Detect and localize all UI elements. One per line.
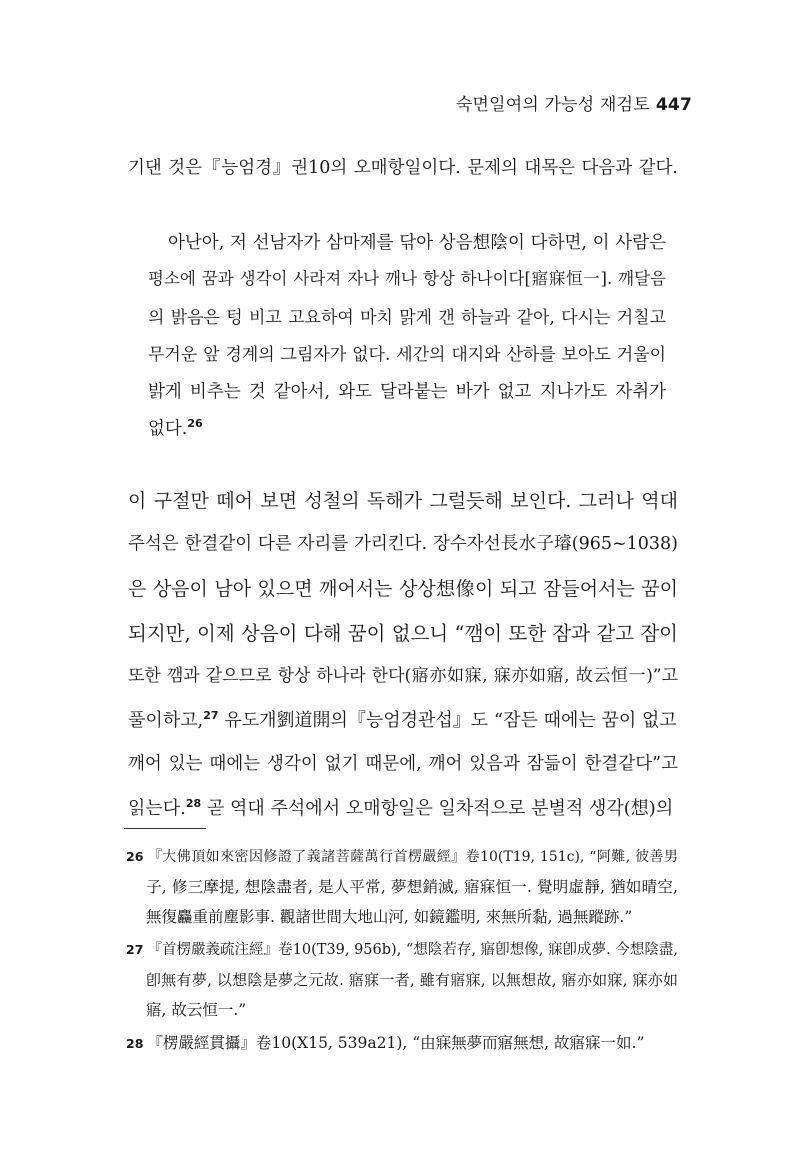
footnote-number: 28 (126, 1036, 144, 1051)
quote-last-line (148, 417, 666, 439)
quote-line: 아난아, 저 선남자가 삼마제를 닦아 상음想陰이 다하면, 이 사람은 (168, 233, 666, 253)
quote-line: 의 밝음은 텅 비고 고요하여 마치 맑게 갠 하늘과 같아, 다시는 거칠고 (148, 308, 666, 328)
footnote-27 (126, 943, 678, 958)
footnote-text: 卽無有夢, 以想陰是夢之元故. 寤寐一者, 雖有寤寐, 以無想故, 寤亦如寐, 寐亦如 (146, 971, 678, 989)
body-line: 주석은 한결같이 다른 자리를 가리킨다. 장수자선長水子璿(965~1038) (128, 534, 678, 554)
body-line: 이 구절만 떼어 보면 성철의 독해가 그럴듯해 보인다. 그러나 역대 (128, 490, 678, 512)
quote-line: 평소에 꿈과 생각이 사라져 자나 깨나 항상 하나이다[寤寐恒一]. 깨달음 (148, 269, 666, 288)
quote-line: 무거운 앞 경계의 그림자가 없다. 세간의 대지와 산하를 보아도 거울이 (148, 345, 666, 365)
footnote-text: 無復麤重前塵影事. 觀諸世間大地山河, 如鏡鑑明, 來無所黏, 過無蹤跡.” (146, 908, 633, 926)
footnote-26 (126, 850, 678, 864)
body-text: 유도개劉道開의『능엄경관섭』도 “잠든 때에는 꿈이 없고 (218, 710, 677, 731)
body-text: 곧 역대 주석에서 오매항일은 일차적으로 분별적 생각(想)의 (201, 798, 674, 819)
running-header (456, 90, 692, 115)
body-line-with-ref (128, 709, 678, 731)
body-line-with-ref (128, 797, 678, 819)
footnote-text: 『首楞嚴義疏注經』卷10(T39, 956b), “想陰若存, 寤卽想像, 寐卽成夢. 今想陰盡, (147, 942, 678, 958)
footnote-ref-26[interactable]: 26 (187, 417, 203, 431)
intro-line: 기댄 것은『능엄경』권10의 오매항일이다. 문제의 대목은 다음과 같다. (128, 158, 678, 178)
footnote-number: 26 (126, 849, 144, 864)
body-line: 은 상음이 남아 있으면 깨어서는 상상想像이 되고 잠들어서는 꿈이 (128, 578, 678, 600)
footnote-text: 子, 修三摩提, 想陰盡者, 是人平常, 夢想銷滅, 寤寐恒一. 覺明虛靜, 猶如晴空, (146, 878, 678, 896)
body-line: 깨어 있는 때에는 생각이 없기 때문에, 깨어 있음과 잠듦이 한결같다”고 (128, 754, 678, 774)
footnote-text: 寤, 故云恒一.” (146, 1001, 247, 1019)
footnote-divider (124, 828, 206, 829)
footnote-text: 『大佛頂如來密因修證了義諸菩薩萬行首楞嚴經』卷10(T19, 151c), “阿難, 彼善男 (147, 849, 678, 865)
footnote-28 (126, 1036, 678, 1052)
body-line: 또한 깸과 같으므로 항상 하나라 한다(寤亦如寐, 寐亦如寤, 故云恒一)”고 (128, 666, 678, 686)
body-text: 풀이하고, (128, 710, 204, 731)
body-text: 읽는다. (128, 798, 186, 819)
footnote-ref-28[interactable]: 28 (185, 797, 202, 810)
footnote-number: 27 (126, 942, 144, 957)
footnote-text: 『楞嚴經貫攝』卷10(X15, 539a21), “由寐無夢而寤無想, 故寤寐一如.” (147, 1034, 645, 1052)
quote-line: 없다. (148, 419, 188, 439)
body-line: 되지만, 이제 상음이 다해 꿈이 없으니 “깸이 또한 잠과 같고 잠이 (128, 622, 678, 645)
running-title: 숙면일여의 가능성 재검토 (455, 95, 650, 115)
footnote-ref-27[interactable]: 27 (203, 709, 219, 722)
quote-line: 밝게 비추는 것 같아서, 와도 달라붙는 바가 없고 지나가도 자취가 (148, 382, 666, 402)
page-number: 447 (655, 95, 692, 115)
